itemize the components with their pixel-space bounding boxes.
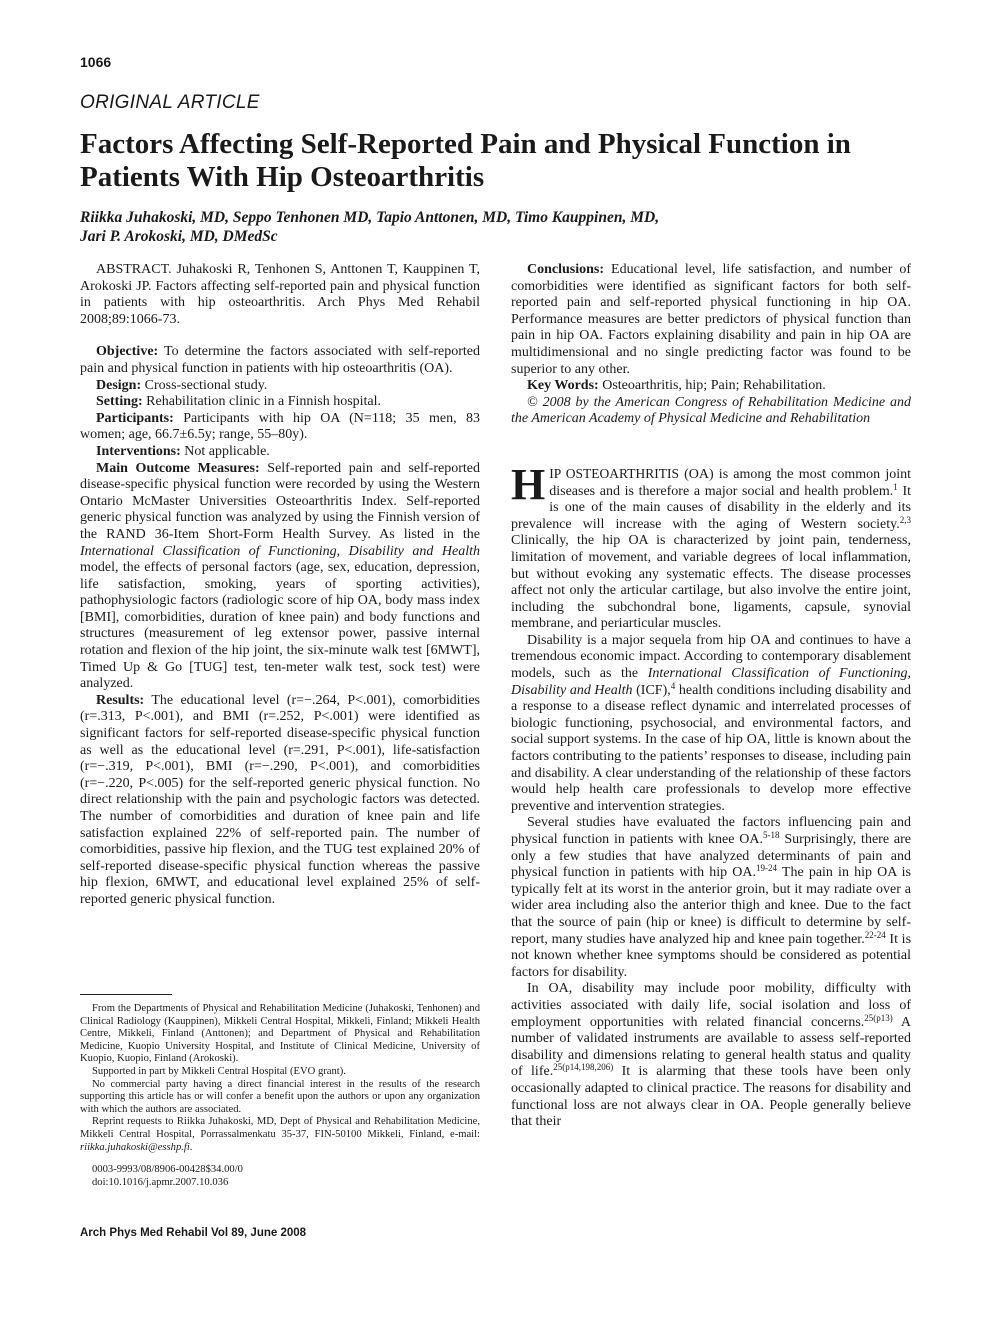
conclusions-label: Conclusions: xyxy=(527,262,605,277)
conclusions-text: Educational level, life satisfaction, and number of comorbidities were identified as significant factors for both self-reported pain and self-reported physical functioning in hip OA. Performance measures are better predictors of physical function than pain in hip OA. Factors explaining disability and pain in hip OA are multidimensional and no single predicting factor was found to be superior to any other. xyxy=(511,262,912,377)
intro-p2-b: (ICF), xyxy=(636,682,671,698)
intro-caps: IP OSTEOARTHRITIS xyxy=(549,465,679,481)
measures-text-a: Self-reported pain and self-reported disease-specific physical function were recorded by using the Western Ontario McMaster Universities Osteoarthritis Index. Self-reported generic physical function was analyzed by using the Finnish version of the RAND 36-Item Short-Form Health Survey. As listed in the xyxy=(80,460,480,542)
measures-label: Main Outcome Measures: xyxy=(96,460,260,476)
footnote-affiliation: From the Departments of Physical and Rehabilitation Medicine (Juhakoski, Tenhonen) and Clinical Radiology (Kauppinen), Mikkeli Central Hospital, Mikkeli, Finland; Mikkeli Health Centre, Mikkeli, Finland (Anttonen); and Department of Physical and Rehabilitation Medicine, Kuopio University Hospital, and Institute of Clinical Medicine, University of Kuopio, Kuopio, Finland (Arokoski). xyxy=(80,1003,480,1065)
intro-p3-a: Several studies have evaluated the factors influencing pain and physical function in patients with knee OA. xyxy=(511,815,911,847)
intro-paragraph-1 xyxy=(511,459,912,633)
keywords-label: Key Words: xyxy=(527,378,599,394)
citation-ref: 1 xyxy=(893,481,898,492)
intro-p4-a: In OA, disability may include poor mobility, difficulty with activities associated with daily life, social isolation and loss of employment opportunities with related financial concerns. xyxy=(511,981,911,1030)
results-text: The educational level (r=−.264, P<.001), comorbidities (r=.313, P<.001), and BMI (r=.252, P<.001) were identified as significant factors for self-reported disease-specific physical function as well as the educational level (r=.291, P<.001), life-satisfaction (r=−.319, P<.001), BMI (r=−.290, P<.001), and comorbidities (r=−.220, P<.005) for the self-reported generic physical function. No direct relationship with the pain and psychologic factors was detected. The number of comorbidities and duration of knee pain and life satisfaction explained 22% of self-reported pain. The number of comorbidities, passive hip flexion, and the TUG test explained 20% of self-reported disease-specific physical function whereas the passive hip flexion, 6MWT, and educational level explained 25% of self-reported generic physical function. xyxy=(80,692,480,907)
author-line-2: Jari P. Arokoski, MD, DMedSc xyxy=(80,228,278,245)
abstract-citation: ABSTRACT. Juhakoski R, Tenhonen S, Anttonen T, Kauppinen T, Arokoski JP. Factors affecting self-reported pain and physical function in patients with hip osteoarthritis. Arch Phys Med Rehabil 2008;89:1066-73. xyxy=(80,262,480,327)
intro-p3-b: Surprisingly, there are only a few studies that have analyzed determinants of pain and physical function in patients with hip OA. xyxy=(511,832,911,881)
abstract-measures xyxy=(80,461,480,693)
page-number: 1066 xyxy=(80,54,112,70)
intro-paragraph-2 xyxy=(511,633,911,816)
footnote-support: Supported in part by Mikkeli Central Hospital (EVO grant). xyxy=(92,1065,346,1077)
design-label: Design: xyxy=(96,377,142,393)
intro-p4-b: A number of validated instruments are available to assess self-reported disability and dimensions relating to general health status and quality of life. xyxy=(511,1014,911,1080)
abstract-conclusions xyxy=(511,262,911,378)
citation-ref: 2,3 xyxy=(899,514,911,525)
measures-icf: International Classification of Functioning, Disability and Health xyxy=(80,543,480,559)
author-list xyxy=(80,208,910,246)
citation-ref: 22-24 xyxy=(864,929,886,940)
footnote-conflict: No commercial party having a direct financial interest in the results of the research supporting this article has or will confer a benefit upon the authors or upon any organization with which the authors are associated. xyxy=(80,1078,480,1115)
setting-text: Rehabilitation clinic in a Finnish hospital. xyxy=(146,394,382,410)
intro-p2-c: health conditions including disability and a response to a disease reflect dynamic and interrelated processes of biologic functioning, psychosocial, and environmental factors, and social support systems. In the case of hip OA, little is known about the factors contributing to the patients’ responses to disease, including pain and disability. A clear understanding of the relationship of these factors would help health care professionals to develop more effective preventive and intervention strategies. xyxy=(511,682,912,814)
citation-ref: 4 xyxy=(670,680,676,691)
intro-p3-c: The pain in hip OA is typically felt at its worst in the anterior groin, but it may radiate over a wider area including also the anterior thigh and knee. Due to the fact that the source of pain (hip or knee) is difficult to determine by self-report, many studies have analyzed hip and knee pain together. xyxy=(511,865,912,947)
intro-p2-icf: International Classification of Functioning, Disability and Health xyxy=(511,666,911,698)
abstract-results xyxy=(80,693,480,909)
reprint-text: Reprint requests to Riikka Juhakoski, MD, Dept of Physical and Rehabilitation Medicine, Mikkeli Central Hospital, Porrassalmenkatu 35-37, FIN-50100 Mikkeli, Finland, e-mail: xyxy=(80,1116,480,1140)
footnotes xyxy=(80,994,480,1189)
footnote-reprint xyxy=(80,1116,480,1154)
design-text: Cross-sectional study. xyxy=(144,377,268,393)
keywords-text: Osteoarthritis, hip; Pain; Rehabilitation. xyxy=(602,378,826,394)
abstract-keywords xyxy=(511,378,911,395)
objective-text: To determine the factors associated with self-reported pain and physical function in patients with hip osteoarthritis (OA). xyxy=(80,344,481,376)
abstract-setting xyxy=(80,394,480,411)
abstract-interventions xyxy=(80,444,480,461)
intro-p1-c: Clinically, the hip OA is characterized by joint pain, tenderness, limitation of movement, and variable degrees of local inflammation, but without evoking any systematic effects. The disease processes affect not only the articular cartilage, but also involve the entire joint, including the subchondral bone, ligaments, capsule, synovial membrane, and periarticular muscles. xyxy=(511,533,911,632)
setting-label: Setting: xyxy=(96,394,143,410)
intro-p4-c: It is alarming that these tools have been only occasionally adapted to clinical practice. The reasons for disability and functional loss are not always clear in OA. People generally believe that their xyxy=(511,1064,911,1130)
reprint-email-link[interactable]: riikka.juhakoski@esshp.fi xyxy=(80,1141,190,1153)
reprint-email-tail: . xyxy=(189,1141,193,1153)
objective-label: Objective: xyxy=(96,344,159,360)
copyright-notice: © 2008 by the American Congress of Rehabilitation Medicine and the American Academy of Physical Medicine and Rehabilitation xyxy=(511,394,911,427)
abstract-participants xyxy=(80,411,480,444)
intro-p2-a: Disability is a major sequela from hip OA and continues to have a tremendous economic impact. According to contemporary disablement models, such as the xyxy=(511,632,911,682)
participants-label: Participants: xyxy=(96,410,174,426)
footnote-divider xyxy=(80,994,172,995)
results-label: Results: xyxy=(96,692,145,708)
citation-ref: 25(p13) xyxy=(864,1012,893,1023)
intro-p3-d: It is not known whether knee symptoms should be considered as potential factors for disability. xyxy=(511,931,912,980)
article-title: Factors Affecting Self-Reported Pain and Physical Function in Patients With Hip Osteoarthritis xyxy=(80,128,851,193)
journal-footer: Arch Phys Med Rehabil Vol 89, June 2008 xyxy=(80,1227,307,1239)
intro-paragraph-3 xyxy=(511,815,911,981)
interventions-label: Interventions: xyxy=(96,443,181,459)
measures-text-b: model, the effects of personal factors (age, sex, education, depression, life satisfaction, smoking, years of sporting activities), pathophysiologic factors (radiologic score of hip OA, body mass index [BMI], comorbidities, duration of knee pain) and body functions and structures (measurement of leg extensor power, passive internal rotation and flexion of the hip joint, the six-minute walk test [6MWT], Timed Up & Go [TUG] test, ten-meter walk test, sock test) were analyzed. xyxy=(80,560,480,692)
intro-p1-a: (OA) is among the most common joint diseases and is therefore a major social and health problem. xyxy=(549,466,911,499)
participants-text: Participants with hip OA (N=118; 35 men, 83 women; age, 66.7±6.5y; range, 55–80y). xyxy=(80,410,481,443)
abstract-design xyxy=(80,378,480,395)
drop-cap: H xyxy=(511,459,546,509)
abstract-objective xyxy=(80,344,480,377)
intro-paragraph-4 xyxy=(511,981,911,1130)
abstract-column xyxy=(80,262,480,909)
citation-ref: 25(p14,198,206) xyxy=(553,1062,614,1073)
citation-ref: 5-18 xyxy=(763,830,780,840)
intro-p1-b: It is one of the main causes of disability in the elderly and its prevalence will increase with the aging of Western society. xyxy=(511,483,912,532)
interventions-text: Not applicable. xyxy=(184,443,270,459)
citation-ref: 19-24 xyxy=(756,863,778,874)
footnote-doi[interactable]: doi:10.1016/j.apmr.2007.10.036 xyxy=(92,1176,229,1188)
body-column xyxy=(511,262,911,1131)
section-label: ORIGINAL ARTICLE xyxy=(80,92,260,113)
footnote-issn: 0003-9993/08/8906-00428$34.00/0 xyxy=(92,1164,243,1176)
author-line-1: Riikka Juhakoski, MD, Seppo Tenhonen MD, Tapio Anttonen, MD, Timo Kauppinen, MD, xyxy=(80,209,660,226)
